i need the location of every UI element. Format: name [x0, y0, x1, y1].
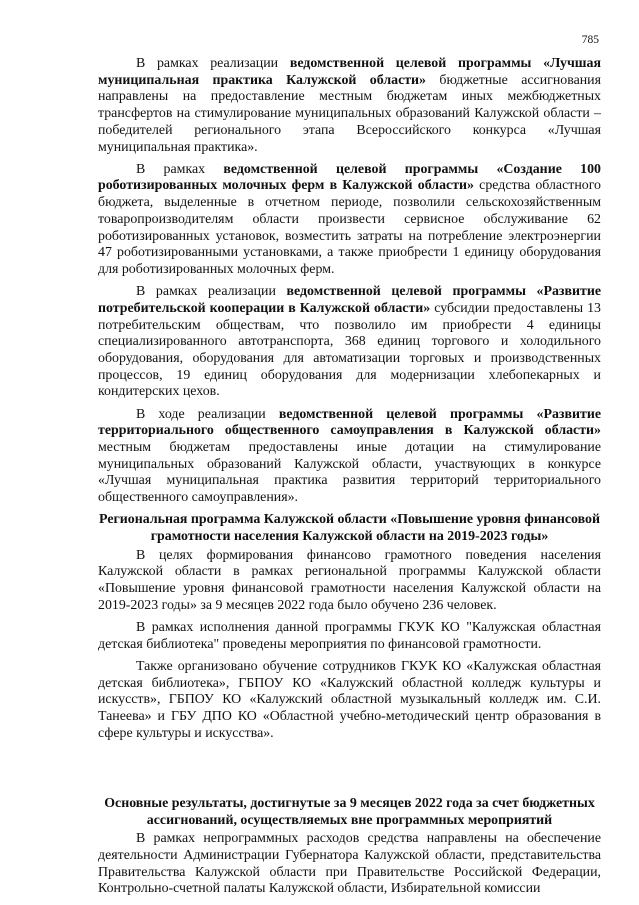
body-paragraph — [98, 162, 601, 279]
body-paragraph — [98, 659, 601, 743]
program-name: ведомственной целевой программы «Развитие потребительской кооперации в Калужской области» — [98, 284, 601, 316]
paragraph-text: средства областного бюджета, выделенные в отчетном периоде, позволили сельскохозяйственным товаропроизводителям области произвести сервисное обслуживание 62 роботизированных установок, возместить затраты на потребление электроэнергии 47 роботизированными установками, а также приобрести 1 единицу оборудования для роботизированных молочных ферм. — [98, 178, 602, 277]
paragraph-text: В рамках — [136, 161, 224, 177]
body-paragraph — [98, 56, 601, 156]
section-spacer — [98, 748, 601, 796]
paragraph-text: В ходе реализации — [136, 406, 279, 422]
section-heading: Основные результаты, достигнутые за 9 месяцев 2022 года за счет бюджетных ассигнований, осуществляемых вне программных мероприятий — [104, 795, 595, 828]
program-name: ведомственной целевой программы «Развитие территориального общественного самоуправления в Калужской области» — [98, 406, 601, 439]
paragraph-text: бюджетные ассигнования направлены на предоставление местным бюджетам иных межбюджетных трансфертов на стимулирование муниципальных образований Калужской области – победителей регионального этапа Всероссийского конкурса «Лучшая муниципальная практика». — [98, 72, 601, 155]
body-paragraph — [98, 284, 601, 401]
document-body — [98, 56, 601, 904]
paragraph-text: В целях формирования финансово грамотного поведения населения Калужской области в рамках региональной программы Калужской области «Повышение уровня финансовой грамотности населения Калужской области на 2019-2023 годы» за 9 месяцев 2022 года было обучено 236 человек. — [98, 547, 601, 613]
body-paragraph — [98, 407, 601, 507]
paragraph-text: В рамках реализации — [136, 56, 290, 71]
program-name: ведомственной целевой программы «Лучшая муниципальная практика Калужской области» — [98, 56, 601, 88]
paragraph-text: В рамках исполнения данной программы ГКУК КО "Калужская областная детская библиотека" проведены мероприятия по финансовой грамотности. — [98, 620, 601, 652]
body-paragraph — [98, 620, 601, 653]
section-heading: Региональная программа Калужской области «Повышение уровня финансовой грамотности населения Калужской области на 2019-2023 годы» — [99, 512, 600, 544]
page-number: 785 — [581, 34, 599, 46]
paragraph-text: Также организовано обучение сотрудников ГКУК КО «Калужская областная детская библиотека», ГБПОУ КО «Калужский областной колледж культуры и искусств», ГБПОУ КО «Калужский областной музыкальный колледж им. С.И. Танеева» и ГБУ ДПО КО «Областной учебно-методический центр образования в сфере культуры и искусства». — [98, 658, 601, 741]
body-paragraph — [98, 831, 601, 898]
paragraph-text: В рамках непрограммных расходов средства направлены на обеспечение деятельности Администрации Губернатора Калужской области, представительства Правительства Калужской области при Правительстве Российской Федерации, Контрольно-счетной палаты Калужской области, Избирательной комиссии — [98, 831, 601, 897]
paragraph-text: В рамках реализации — [136, 284, 287, 300]
paragraph-text: местным бюджетам предоставлены иные дотации на стимулирование муниципальных образований Калужской области, участвующих в конкурсе «Лучшая муниципальная практика развития территорий территориального общественного самоуправления». — [98, 439, 601, 506]
paragraph-text: субсидии предоставлены 13 потребительским обществам, что позволило им приобрести 4 единицы специализированного автотранспорта, 368 единиц торгового и холодильного оборудования, оборудования для автоматизации торговых и производственных процессов, 19 единиц оборудования для модернизации хлебопекарных и кондитерских цехов. — [98, 300, 601, 400]
body-paragraph — [98, 548, 601, 615]
program-name: ведомственной целевой программы «Создание 100 роботизированных молочных ферм в Калужской области» — [98, 161, 601, 194]
